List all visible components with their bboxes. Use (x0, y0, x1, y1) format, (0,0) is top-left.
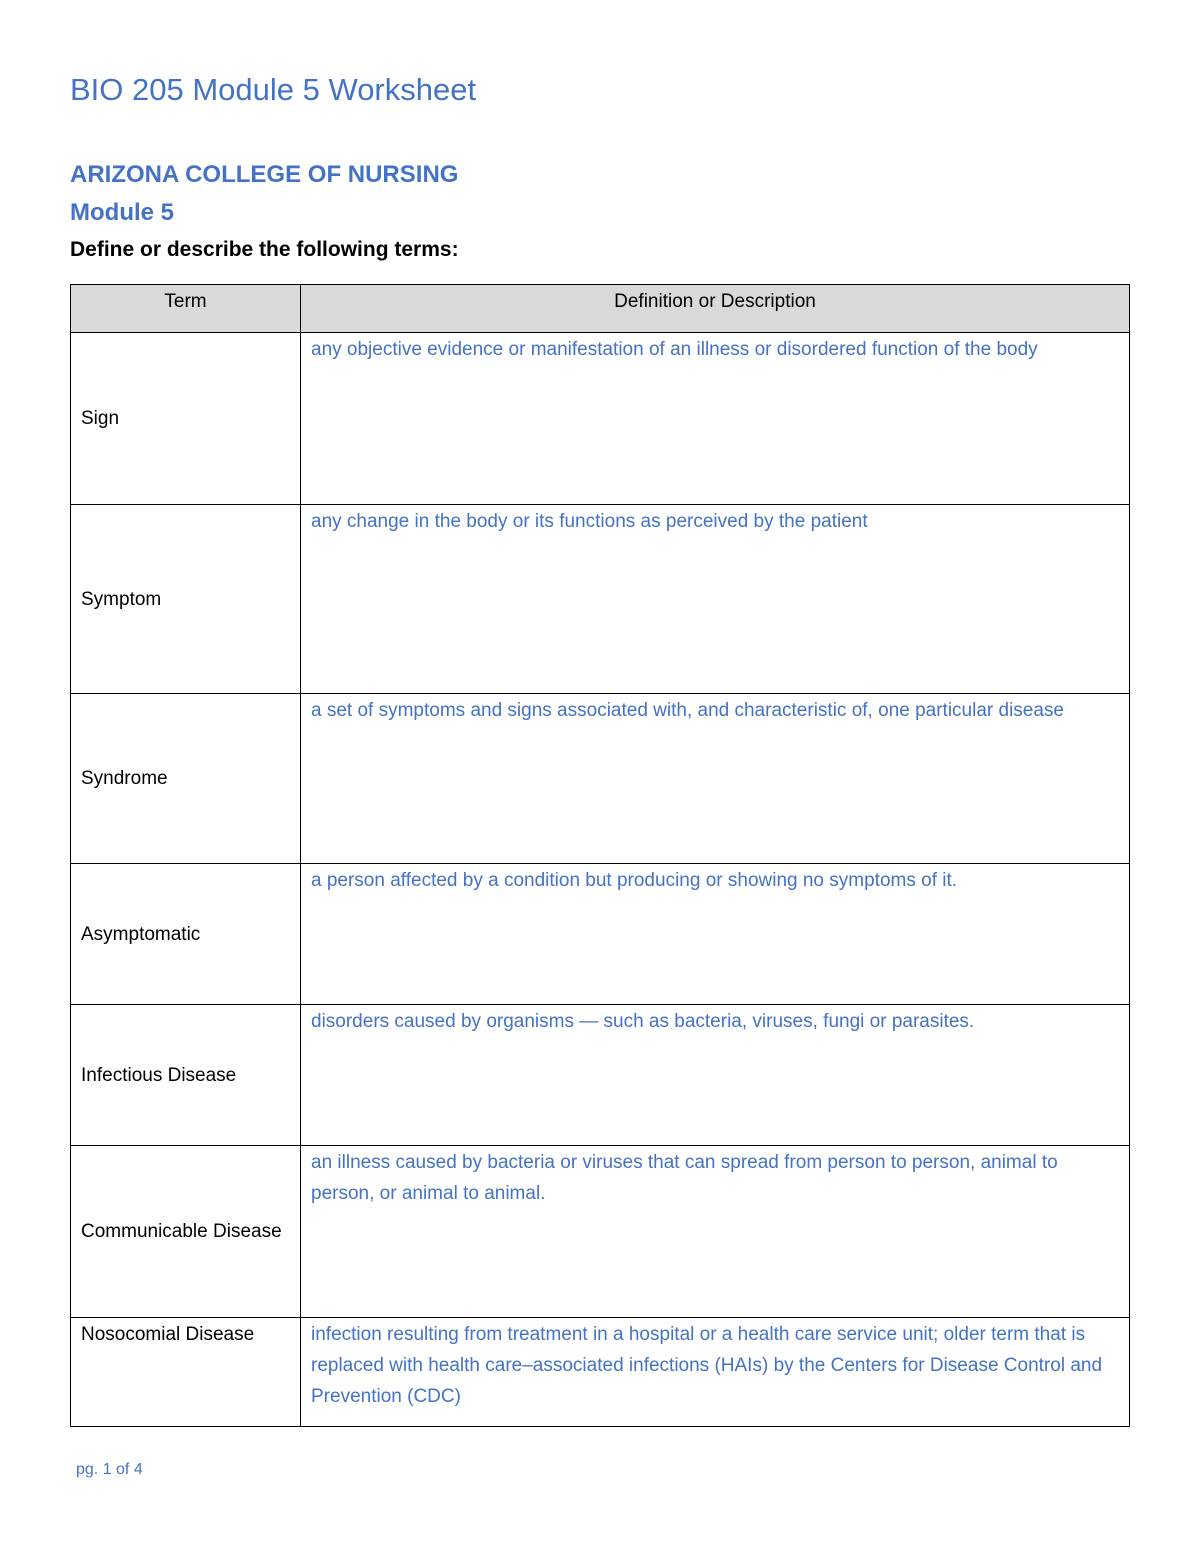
term-cell: Syndrome (71, 694, 301, 864)
definition-cell: infection resulting from treatment in a hospital or a health care service unit; older term that is replaced with health care–associated infections (HAIs) by the Centers for Disease Control and Prevention (CDC) (301, 1318, 1130, 1427)
definition-cell: disorders caused by organisms — such as bacteria, viruses, fungi or parasites. (301, 1005, 1130, 1146)
column-header-definition: Definition or Description (301, 285, 1130, 333)
table-row (71, 694, 1130, 864)
college-heading: ARIZONA COLLEGE OF NURSING (70, 161, 459, 188)
term-cell: Nosocomial Disease (71, 1318, 301, 1427)
term-cell: Symptom (71, 505, 301, 694)
page-number: pg. 1 of 4 (76, 1461, 143, 1478)
table-row (71, 864, 1130, 1005)
column-header-term: Term (71, 285, 301, 333)
term-cell: Infectious Disease (71, 1005, 301, 1146)
definition-cell: an illness caused by bacteria or viruses that can spread from person to person, animal to person, or animal to animal. (301, 1146, 1130, 1318)
definition-cell: any change in the body or its functions as perceived by the patient (301, 505, 1130, 694)
table-row (71, 505, 1130, 694)
definition-cell: a person affected by a condition but producing or showing no symptoms of it. (301, 864, 1130, 1005)
table-row (71, 1005, 1130, 1146)
module-heading: Module 5 (70, 199, 175, 226)
definition-cell: any objective evidence or manifestation of an illness or disordered function of the body (301, 333, 1130, 505)
definition-cell: a set of symptoms and signs associated with, and characteristic of, one particular disease (301, 694, 1130, 864)
term-cell: Sign (71, 333, 301, 505)
table-row (71, 333, 1130, 505)
document-title: BIO 205 Module 5 Worksheet (70, 72, 477, 107)
table-row (71, 1146, 1130, 1318)
terms-table (70, 284, 1130, 1427)
term-cell: Asymptomatic (71, 864, 301, 1005)
table-row (71, 1318, 1130, 1427)
instructions-text: Define or describe the following terms: (70, 238, 459, 261)
table-header-row (71, 285, 1130, 333)
term-cell: Communicable Disease (71, 1146, 301, 1318)
